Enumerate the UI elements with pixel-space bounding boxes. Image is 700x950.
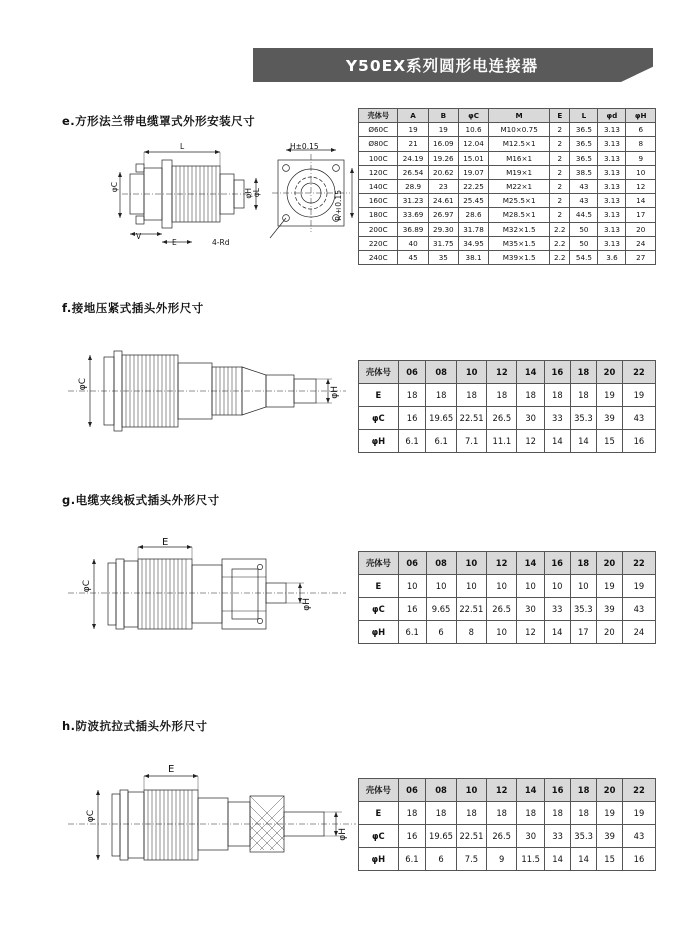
dim-label-phiC-h: φC — [86, 810, 96, 823]
cell: 36.89 — [398, 222, 428, 236]
dim-label-R-e: R±0.15 — [334, 190, 343, 221]
cell: 18 — [544, 384, 570, 407]
cell: 50 — [570, 236, 598, 250]
cell: φC — [359, 825, 399, 848]
cell: 30 — [517, 407, 545, 430]
cell: M19×1 — [489, 165, 550, 179]
cell: 39 — [596, 598, 622, 621]
dim-label-L-e: L — [180, 142, 185, 151]
cell: 140C — [359, 180, 398, 194]
cell: 3.13 — [598, 123, 626, 137]
table-e-header-cell: 壳体号 — [359, 109, 398, 123]
cell: 7.1 — [456, 430, 486, 453]
cell: 39 — [597, 407, 623, 430]
dim-label-phiC-g: φC — [82, 580, 92, 593]
table-g-header-cell: 08 — [426, 552, 456, 575]
cell: 18 — [456, 802, 486, 825]
dim-label-E-h: E — [168, 764, 175, 775]
dim-label-phiH-g: φH — [302, 598, 312, 611]
cell: 17 — [626, 208, 656, 222]
cell: 12 — [517, 621, 545, 644]
cell: 40 — [398, 236, 428, 250]
table-h-header-cell: 08 — [426, 779, 456, 802]
cell: 19.07 — [458, 165, 488, 179]
cell: 26.5 — [487, 598, 517, 621]
cell: 35.3 — [570, 598, 596, 621]
table-e-header-cell: E — [550, 109, 570, 123]
cell: 18 — [517, 802, 545, 825]
cell: 2 — [550, 165, 570, 179]
cell: 33.69 — [398, 208, 428, 222]
cell: 12 — [517, 430, 545, 453]
cell: 14 — [570, 430, 596, 453]
cell: 180C — [359, 208, 398, 222]
cell: 16 — [622, 430, 655, 453]
cell: 10 — [626, 165, 656, 179]
cell: 160C — [359, 194, 398, 208]
cell: 9 — [626, 151, 656, 165]
table-row — [359, 251, 656, 265]
table-e-header-row — [359, 109, 656, 123]
cell: 27 — [626, 251, 656, 265]
table-g-header-cell: 壳体号 — [359, 552, 399, 575]
table-f-header-cell: 16 — [544, 361, 570, 384]
cell: 10 — [398, 575, 426, 598]
cell: 20.62 — [428, 165, 458, 179]
cell: 24 — [626, 236, 656, 250]
cell: 23 — [428, 180, 458, 194]
table-row — [359, 621, 656, 644]
cell: 14 — [544, 430, 570, 453]
table-e-header-cell: φH — [626, 109, 656, 123]
cell: φC — [359, 598, 399, 621]
table-f-header-row — [359, 361, 656, 384]
cell: 19 — [622, 575, 655, 598]
table-row — [359, 137, 656, 151]
cell: 10 — [487, 621, 517, 644]
cell: 31.75 — [428, 236, 458, 250]
dim-label-E-g: E — [162, 537, 169, 548]
table-f-dimensions — [358, 360, 656, 453]
cell: 11.1 — [487, 430, 517, 453]
dim-label-phiH-f: φH — [330, 386, 340, 399]
table-row — [359, 151, 656, 165]
cell: M10×0.75 — [489, 123, 550, 137]
cell: 2 — [550, 137, 570, 151]
dim-label-E-e: E — [172, 238, 177, 247]
table-e-header-cell: B — [428, 109, 458, 123]
cell: M39×1.5 — [489, 251, 550, 265]
table-f-header-cell: 18 — [570, 361, 596, 384]
cell: 19.26 — [428, 151, 458, 165]
cell: 16 — [622, 848, 655, 871]
cell: 6 — [426, 848, 456, 871]
cell: 38.5 — [570, 165, 598, 179]
cell: 19.65 — [426, 407, 456, 430]
cell: 26.5 — [487, 407, 517, 430]
cell: 10 — [426, 575, 456, 598]
section-title-g: g.电缆夹线板式插头外形尺寸 — [62, 493, 220, 507]
table-g-header-cell: 20 — [596, 552, 622, 575]
cell: 200C — [359, 222, 398, 236]
cell: 3.13 — [598, 222, 626, 236]
cell: 6.1 — [398, 430, 426, 453]
cell: 24.19 — [398, 151, 428, 165]
cell: 22.25 — [458, 180, 488, 194]
cell: φH — [359, 621, 399, 644]
page-header-banner — [253, 48, 653, 82]
cell: 34.95 — [458, 236, 488, 250]
cell: 18 — [456, 384, 486, 407]
cell: 3.13 — [598, 208, 626, 222]
table-f-header-cell: 12 — [487, 361, 517, 384]
table-f-header-cell: 10 — [456, 361, 486, 384]
table-h-header-cell: 16 — [545, 779, 571, 802]
cell: 22.51 — [456, 598, 487, 621]
dim-label-phiL-e: φL — [252, 188, 261, 198]
table-h-header-cell: 10 — [456, 779, 486, 802]
cell: 100C — [359, 151, 398, 165]
cell: φH — [359, 430, 399, 453]
table-f-header-cell: 06 — [398, 361, 426, 384]
table-row — [359, 598, 656, 621]
table-row — [359, 575, 656, 598]
table-row — [359, 208, 656, 222]
table-h-header-cell: 壳体号 — [359, 779, 399, 802]
table-e-header-cell: φC — [458, 109, 488, 123]
cell: 19 — [428, 123, 458, 137]
section-title-e: e.方形法兰带电缆罩式外形安装尺寸 — [62, 114, 256, 128]
cell: 26.54 — [398, 165, 428, 179]
dim-label-phiH-h: φH — [338, 828, 348, 841]
table-g-header-cell: 10 — [456, 552, 487, 575]
cell: 18 — [545, 802, 571, 825]
dim-label-phiC-f: φC — [78, 378, 88, 391]
cell: 36.5 — [570, 137, 598, 151]
table-row — [359, 384, 656, 407]
table-g-header-cell: 22 — [622, 552, 655, 575]
cell: 18 — [426, 802, 456, 825]
cell: M28.5×1 — [489, 208, 550, 222]
cell: 36.5 — [570, 151, 598, 165]
cell: 38.1 — [458, 251, 488, 265]
cell: 3.13 — [598, 180, 626, 194]
cell: 10.6 — [458, 123, 488, 137]
cell: φH — [359, 848, 399, 871]
cell: 2.2 — [550, 236, 570, 250]
table-f-header-cell: 08 — [426, 361, 456, 384]
cell: 3.13 — [598, 236, 626, 250]
cell: 2 — [550, 194, 570, 208]
dim-label-phiH-e: φH — [244, 188, 253, 199]
cell: M32×1.5 — [489, 222, 550, 236]
table-g-header-row — [359, 552, 656, 575]
cell: M12.5×1 — [489, 137, 550, 151]
table-row — [359, 236, 656, 250]
cell: 18 — [398, 384, 426, 407]
cell: 43 — [622, 407, 655, 430]
cell: 35.3 — [570, 407, 596, 430]
cell: 19 — [622, 384, 655, 407]
cell: 54.5 — [570, 251, 598, 265]
cell: 10 — [456, 575, 487, 598]
cell: 14 — [626, 194, 656, 208]
cell: E — [359, 384, 399, 407]
cell: 26.5 — [487, 825, 517, 848]
table-h-header-row — [359, 779, 656, 802]
cell: 19 — [597, 384, 623, 407]
cell: 20 — [626, 222, 656, 236]
table-h-header-cell: 06 — [398, 779, 426, 802]
table-g-header-cell: 18 — [570, 552, 596, 575]
cell: 20 — [596, 621, 622, 644]
cell: M35×1.5 — [489, 236, 550, 250]
cell: 16 — [398, 407, 426, 430]
cell: 2.2 — [550, 222, 570, 236]
cell: 19 — [596, 575, 622, 598]
drawing-h — [60, 752, 360, 897]
cell: 9.65 — [426, 598, 456, 621]
table-h-dimensions — [358, 778, 656, 871]
table-e-header-cell: φd — [598, 109, 626, 123]
table-row — [359, 123, 656, 137]
dim-label-V-e: V — [136, 232, 142, 241]
cell: 6.1 — [426, 430, 456, 453]
cell: 16.09 — [428, 137, 458, 151]
cell: 18 — [570, 802, 596, 825]
cell: M22×1 — [489, 180, 550, 194]
cell: 43 — [570, 194, 598, 208]
cell: 33 — [544, 598, 570, 621]
cell: 14 — [544, 621, 570, 644]
table-h-header-cell: 22 — [622, 779, 655, 802]
cell: 2 — [550, 180, 570, 194]
cell: 15 — [597, 848, 623, 871]
cell: 3.13 — [598, 194, 626, 208]
cell: 26.97 — [428, 208, 458, 222]
cell: 12.04 — [458, 137, 488, 151]
drawing-f — [60, 335, 350, 450]
cell: 35 — [428, 251, 458, 265]
cell: 2 — [550, 123, 570, 137]
cell: 36.5 — [570, 123, 598, 137]
cell: 33 — [545, 825, 571, 848]
cell: 28.9 — [398, 180, 428, 194]
cell: 7.5 — [456, 848, 486, 871]
cell: 3.6 — [598, 251, 626, 265]
table-h-header-cell: 12 — [487, 779, 517, 802]
cell: 19 — [597, 802, 623, 825]
cell: 6 — [426, 621, 456, 644]
cell: 2 — [550, 208, 570, 222]
dim-label-phiC-e: φC — [110, 182, 119, 193]
cell: 19 — [398, 123, 428, 137]
cell: 3.13 — [598, 151, 626, 165]
cell: 10 — [487, 575, 517, 598]
table-g-header-cell: 16 — [544, 552, 570, 575]
cell: 240C — [359, 251, 398, 265]
cell: 25.45 — [458, 194, 488, 208]
cell: 29.30 — [428, 222, 458, 236]
table-row — [359, 848, 656, 871]
table-f-header-cell: 壳体号 — [359, 361, 399, 384]
cell: 12 — [626, 180, 656, 194]
cell: 14 — [545, 848, 571, 871]
cell: 43 — [570, 180, 598, 194]
cell: 18 — [487, 384, 517, 407]
cell: 44.5 — [570, 208, 598, 222]
cell: 18 — [517, 384, 545, 407]
cell: 16 — [398, 598, 426, 621]
cell: 15 — [597, 430, 623, 453]
cell: 2.2 — [550, 251, 570, 265]
dim-label-H-e: H±0.15 — [290, 142, 319, 151]
cell: 21 — [398, 137, 428, 151]
cell: 3.13 — [598, 137, 626, 151]
table-f-header-cell: 14 — [517, 361, 545, 384]
cell: 43 — [622, 598, 655, 621]
cell: 17 — [570, 621, 596, 644]
table-e-header-cell: A — [398, 109, 428, 123]
table-row — [359, 802, 656, 825]
cell: 19 — [622, 802, 655, 825]
cell: 39 — [597, 825, 623, 848]
cell: 18 — [570, 384, 596, 407]
cell: 2 — [550, 151, 570, 165]
table-g-header-cell: 12 — [487, 552, 517, 575]
page-title: Y50EX系列圆形电连接器 — [345, 57, 539, 75]
cell: 11.5 — [517, 848, 545, 871]
cell: 33 — [544, 407, 570, 430]
table-h-header-cell: 14 — [517, 779, 545, 802]
cell: 28.6 — [458, 208, 488, 222]
cell: M25.5×1 — [489, 194, 550, 208]
table-e-flange-dimensions — [358, 108, 656, 265]
cell: 30 — [517, 598, 545, 621]
cell: 31.78 — [458, 222, 488, 236]
table-e-header-cell: M — [489, 109, 550, 123]
table-row — [359, 825, 656, 848]
cell: 18 — [487, 802, 517, 825]
cell: 6 — [626, 123, 656, 137]
cell: 24.61 — [428, 194, 458, 208]
cell: 15.01 — [458, 151, 488, 165]
cell: Ø80C — [359, 137, 398, 151]
cell: M16×1 — [489, 151, 550, 165]
cell: 30 — [517, 825, 545, 848]
cell: Ø60C — [359, 123, 398, 137]
cell: 18 — [426, 384, 456, 407]
cell: φC — [359, 407, 399, 430]
section-title-h: h.防波抗拉式插头外形尺寸 — [62, 719, 208, 733]
cell: 6.1 — [398, 848, 426, 871]
cell: 24 — [622, 621, 655, 644]
drawing-g — [60, 525, 350, 665]
cell: 22.51 — [456, 407, 486, 430]
cell: 35.3 — [570, 825, 596, 848]
cell: 18 — [398, 802, 426, 825]
table-h-header-cell: 20 — [597, 779, 623, 802]
cell: 120C — [359, 165, 398, 179]
cell: 19.65 — [426, 825, 456, 848]
cell: 220C — [359, 236, 398, 250]
cell: 9 — [487, 848, 517, 871]
cell: 10 — [570, 575, 596, 598]
section-title-f: f.接地压紧式插头外形尺寸 — [62, 301, 204, 315]
table-h-header-cell: 18 — [570, 779, 596, 802]
cell: 6.1 — [398, 621, 426, 644]
cell: 16 — [398, 825, 426, 848]
cell: 3.13 — [598, 165, 626, 179]
table-row — [359, 165, 656, 179]
cell: 43 — [622, 825, 655, 848]
table-row — [359, 222, 656, 236]
cell: 50 — [570, 222, 598, 236]
cell: E — [359, 575, 399, 598]
cell: 8 — [626, 137, 656, 151]
cell: 8 — [456, 621, 487, 644]
cell: 10 — [517, 575, 545, 598]
cell: 31.23 — [398, 194, 428, 208]
table-f-header-cell: 22 — [622, 361, 655, 384]
table-row — [359, 180, 656, 194]
table-row — [359, 430, 656, 453]
table-e-header-cell: L — [570, 109, 598, 123]
table-g-header-cell: 06 — [398, 552, 426, 575]
table-row — [359, 194, 656, 208]
table-g-dimensions — [358, 551, 656, 644]
cell: 45 — [398, 251, 428, 265]
table-f-header-cell: 20 — [597, 361, 623, 384]
cell: 14 — [570, 848, 596, 871]
dim-label-4Rd-e: 4-Rd — [212, 238, 230, 247]
cell: 10 — [544, 575, 570, 598]
cell: 22.51 — [456, 825, 486, 848]
cell: E — [359, 802, 399, 825]
table-row — [359, 407, 656, 430]
table-g-header-cell: 14 — [517, 552, 545, 575]
